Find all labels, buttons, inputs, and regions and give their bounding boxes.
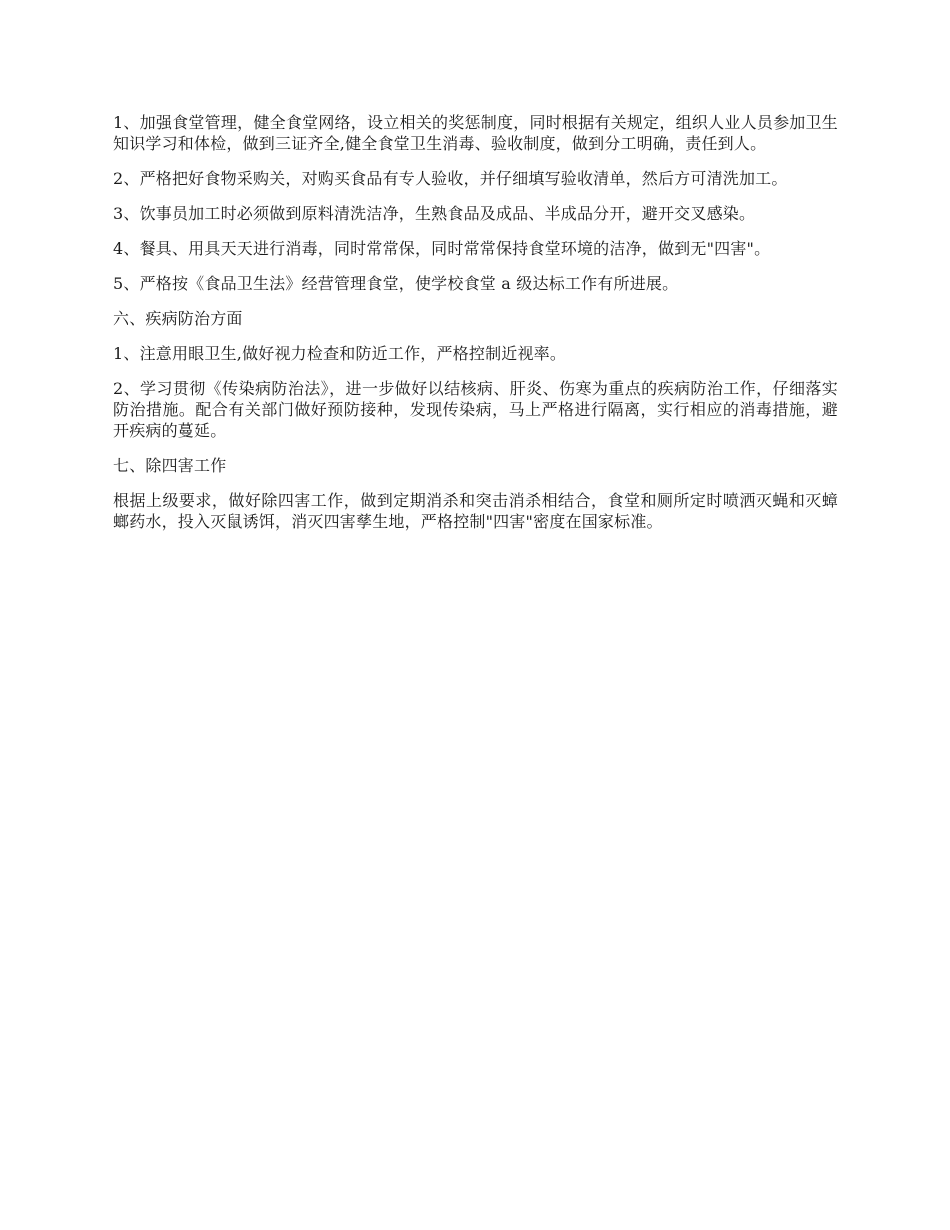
section-heading-four-pests: 七、除四害工作 <box>113 456 227 475</box>
paragraph-food-hygiene-law: 5、严格按《食品卫生法》经营管理食堂，使学校食堂 a 级达标工作有所进展。 <box>113 274 679 293</box>
paragraph-infectious-disease-law: 2、学习贯彻《传染病防治法》，进一步做好以结核病、肝炎、伤寒为重点的疾病防治工作，仔细落实防治措施。配合有关部门做好预防接种，发现传染病，马上严格进行隔离，实行相应的消毒措施，避开疾病的蔓延。 <box>113 379 838 440</box>
paragraph-eye-hygiene: 1、注意用眼卫生,做好视力检查和防近工作，严格控制近视率。 <box>113 344 567 363</box>
document-body <box>113 112 838 546</box>
paragraph-tableware-disinfection: 4、餐具、用具天天进行消毒，同时常常保，同时常常保持食堂环境的洁净，做到无"四害"。 <box>113 239 771 258</box>
paragraph-canteen-management: 1、加强食堂管理，健全食堂网络，设立相关的奖惩制度，同时根据有关规定，组织人业人员参加卫生知识学习和体检，做到三证齐全,健全食堂卫生消毒、验收制度，做到分工明确，责任到人。 <box>113 113 838 153</box>
paragraph-pest-control: 根据上级要求，做好除四害工作，做到定期消杀和突击消杀相结合，食堂和厕所定时喷洒灭蝇和灭蟑螂药水，投入灭鼠诱饵，消灭四害孳生地，严格控制"四害"密度在国家标准。 <box>113 491 838 531</box>
section-heading-disease-prevention: 六、疾病防治方面 <box>113 309 243 328</box>
paragraph-food-procurement: 2、严格把好食物采购关，对购买食品有专人验收，并仔细填写验收清单，然后方可清洗加工。 <box>113 169 788 188</box>
paragraph-food-processing: 3、饮事员加工时必须做到原料清洗洁净，生熟食品及成品、半成品分开，避开交叉感染。 <box>113 204 756 223</box>
